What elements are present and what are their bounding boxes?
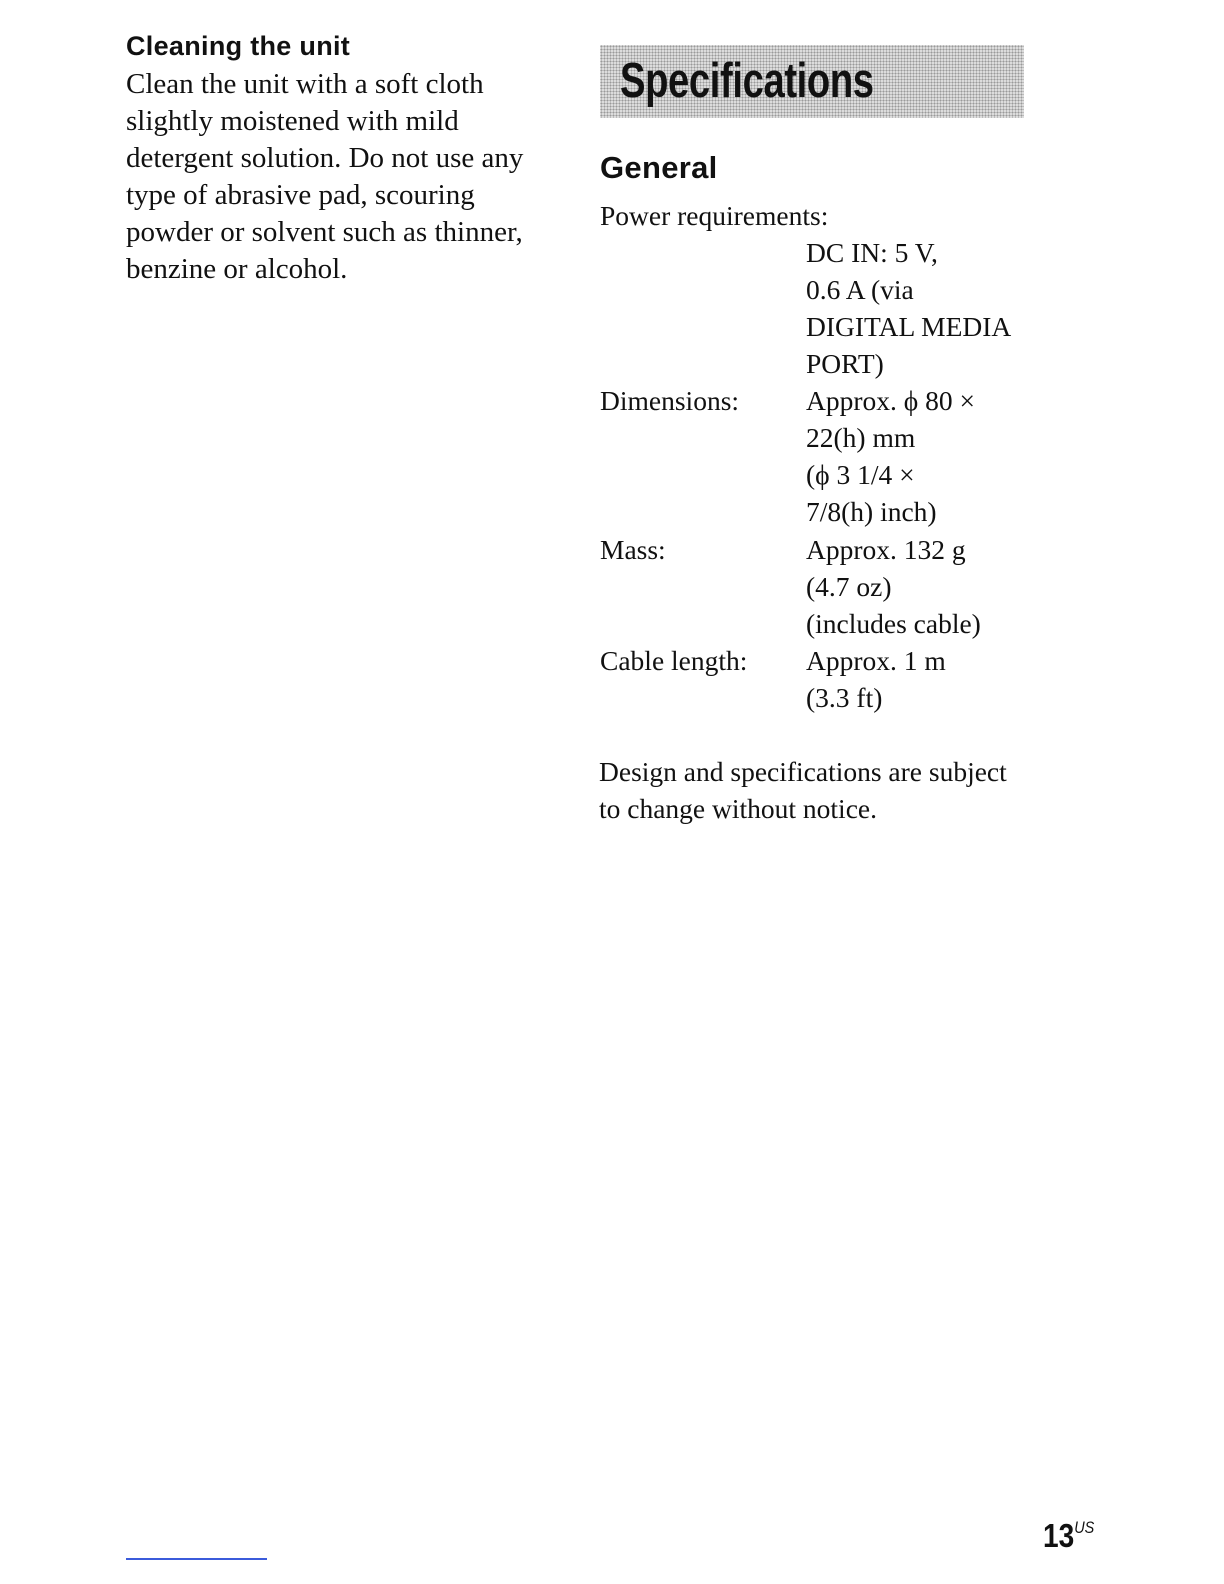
power-value: 0.6 A (via [806,274,914,305]
dimensions-label: Dimensions: [600,385,740,416]
power-label: Power requirements: [600,200,829,231]
cable-length-label: Cable length: [600,645,748,676]
page-number [1043,1508,1094,1556]
dimensions-value: Approx. ϕ 80 × [806,385,976,416]
footer-rule [126,1558,267,1560]
cable-length-value: (3.3 ft) [806,682,883,713]
cleaning-line: type of abrasive pad, scouring [126,179,475,211]
cleaning-line: slightly moistened with mild [126,105,459,137]
power-value: DIGITAL MEDIA [806,311,1012,342]
specifications-title: Specifications [620,54,874,108]
cable-length-value: Approx. 1 m [806,645,946,676]
dimensions-value: 22(h) mm [806,422,916,453]
power-value: PORT) [806,348,884,379]
cleaning-line: Clean the unit with a soft cloth [126,68,484,100]
cleaning-text [126,66,556,288]
mass-value: (includes cable) [806,608,981,639]
cleaning-heading: Cleaning the unit [126,31,351,61]
mass-label: Mass: [600,534,666,565]
cleaning-line: benzine or alcohol. [126,253,348,285]
dimensions-value: 7/8(h) inch) [806,496,937,527]
cleaning-line: powder or solvent such as thinner, [126,216,523,248]
notice-line: to change without notice. [599,793,877,824]
cleaning-line: detergent solution. Do not use any [126,142,524,174]
notice-line: Design and specifications are subject [599,756,1007,787]
general-heading: General [600,150,718,185]
page-number-suffix: US [1074,1518,1095,1537]
power-value: DC IN: 5 V, [806,237,938,268]
design-notice [599,753,1039,827]
page-number-value: 13 [1043,1517,1075,1554]
cleaning-section [126,28,556,288]
specifications-banner [600,45,1024,118]
mass-value: Approx. 132 g [806,534,966,565]
mass-value: (4.7 oz) [806,571,892,602]
dimensions-value: (ϕ 3 1/4 × [806,459,915,490]
